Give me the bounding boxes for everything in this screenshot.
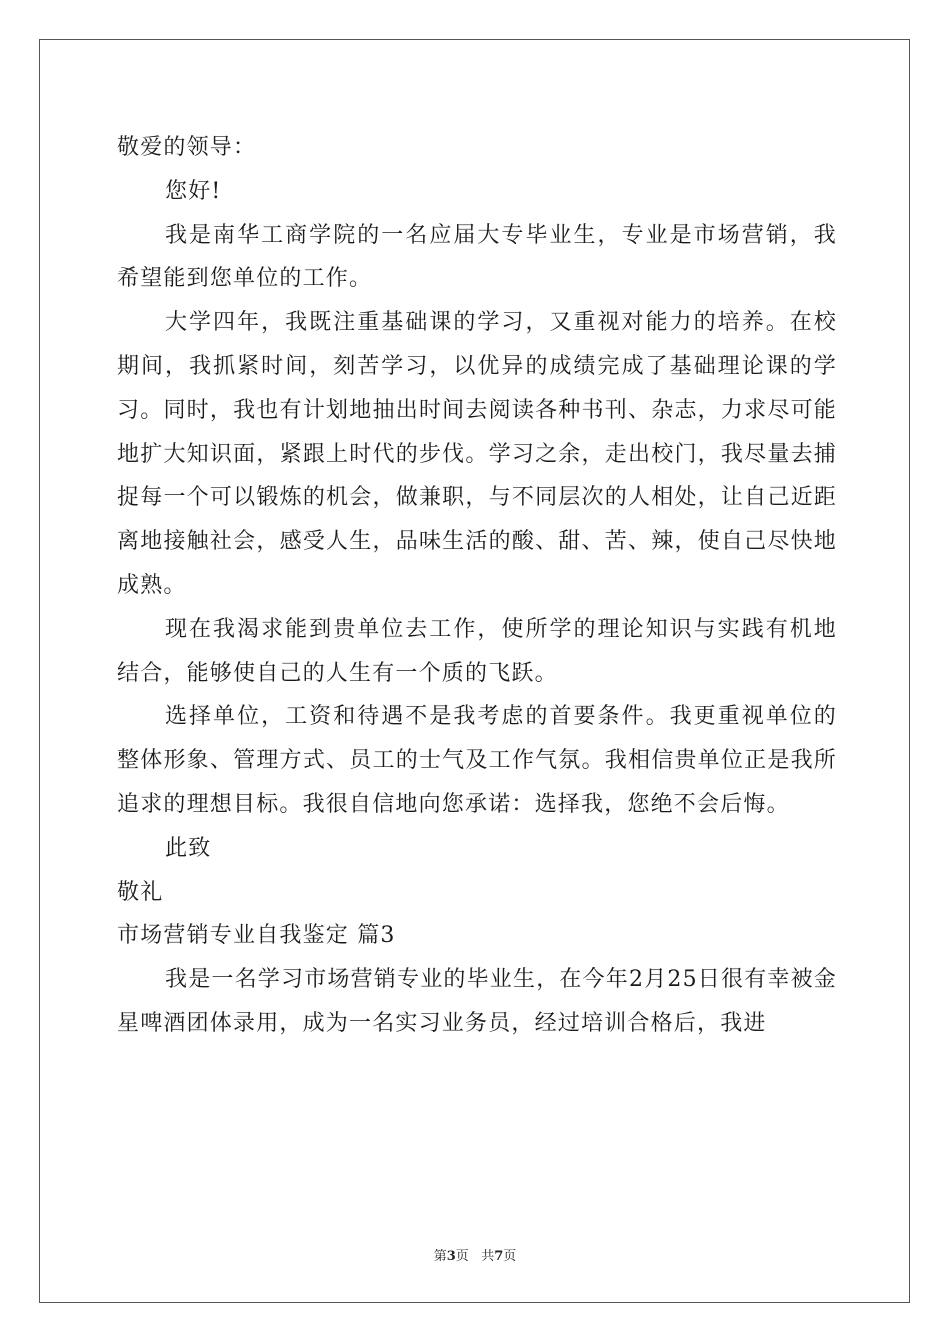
paragraph: 大学四年，我既注重基础课的学习，又重视对能力的培养。在校期间，我抓紧时间，刻苦学习，以优异的成绩完成了基础理论课的学习。同时，我也有计划地抽出时间去阅读各种书刊、杂志，力求尽可能地扩大知识面，紧跟上时代的步伐。学习之余，走出校门，我尽量去捕捉每一个可以锻炼的机会，做兼职，与不同层次的人相处，让自己近距离地接触社会，感受人生，品味生活的酸、甜、苦、辣，使自己尽快地成熟。 bbox=[117, 310, 837, 598]
current-page-number: 3 bbox=[446, 1249, 456, 1264]
total-suffix: 页 bbox=[503, 1249, 517, 1264]
closing-salute: 敬礼 bbox=[117, 879, 164, 905]
closing-line: 此致 bbox=[165, 835, 212, 861]
greeting: 您好! bbox=[165, 178, 222, 204]
salutation: 敬爱的领导： bbox=[117, 135, 257, 160]
paragraph: 我是一名学习市场营销专业的毕业生，在今年2月25日很有幸被金星啤酒团体录用，成为一名实习业务员，经过培训合格后，我进 bbox=[117, 967, 837, 1036]
page-footer bbox=[0, 1245, 950, 1264]
section-heading: 市场营销专业自我鉴定 篇3 bbox=[117, 923, 396, 949]
total-prefix: 共 bbox=[481, 1249, 495, 1264]
total-page-number: 7 bbox=[494, 1249, 504, 1264]
paragraph: 选择单位，工资和待遇不是我考虑的首要条件。我更重视单位的整体形象、管理方式、员工的士气及工作气氛。我相信贵单位正是我所追求的理想目标。我很自信地向您承诺：选择我，您绝不会后悔。 bbox=[117, 704, 837, 817]
page-suffix: 页 bbox=[455, 1249, 469, 1264]
page-prefix: 第 bbox=[433, 1249, 447, 1264]
paragraph: 我是南华工商学院的一名应届大专毕业生，专业是市场营销，我希望能到您单位的工作。 bbox=[117, 222, 837, 292]
document-body bbox=[117, 126, 837, 1046]
paragraph: 现在我渴求能到贵单位去工作，使所学的理论知识与实践有机地结合，能够使自己的人生有一个质的飞跃。 bbox=[117, 616, 837, 686]
